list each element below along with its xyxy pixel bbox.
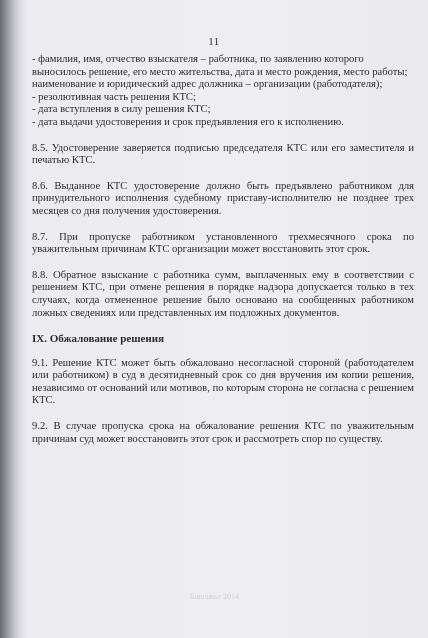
list-item: - дата выдачи удостоверения и срок предъявления его к исполнению. <box>32 116 344 128</box>
page-body <box>32 54 414 446</box>
list-item: - фамилия, имя, отчество взыскателя – работника, по заявлению которого выносилось решение, его место жительства, дата и место рождения, место работы; <box>32 54 408 78</box>
page-number: 11 <box>208 36 220 48</box>
bleed-through-footer: Заволжье 2014 <box>189 592 239 601</box>
certificate-details-list <box>32 54 414 130</box>
paragraph-8-7: 8.7. При пропуске работником установленного трехмесячного срока по уважительным причинам КТС организации может восстановить этот срок. <box>32 231 414 256</box>
list-item: наименование и юридический адрес должника – организации (работодателя); <box>32 79 383 91</box>
paragraph-8-5: 8.5. Удостоверение заверяется подписью председателя КТС или его заместителя и печатью КТС. <box>32 142 414 167</box>
paragraph-9-1: 9.1. Решение КТС может быть обжаловано несогласной стороной (работодателем или работником) в суд в десятидневный срок со дня вручения им копии решения, независимо от оснований или мотивов, по которым сторона не согласна с решением КТС. <box>32 357 414 407</box>
paragraph-8-6: 8.6. Выданное КТС удостоверение должно быть предъявлено работником для принудительного исполнения судебному приставу-исполнителю не позднее трех месяцев со дня получения удостоверения. <box>32 180 414 217</box>
paragraph-9-2: 9.2. В случае пропуска срока на обжалование решения КТС по уважительным причинам суд может восстановить этот срок и рассмотреть спор по существу. <box>32 421 414 445</box>
binding-shadow <box>0 0 22 638</box>
list-item: - резолютивная часть решения КТС; <box>32 91 196 103</box>
list-item: - дата вступления в силу решения КТС; <box>32 104 211 116</box>
section-heading: IX. Обжалование решения <box>32 333 165 346</box>
paragraph-8-8: 8.8. Обратное взыскание с работника сумм, выплаченных ему в соответствии с решением КТС, при отмене решения в порядке надзора допускается только в тех случаях, когда отмененное решение было основано на сообщенных работником ложных сведениях или представленных им подложных документов. <box>32 269 414 319</box>
